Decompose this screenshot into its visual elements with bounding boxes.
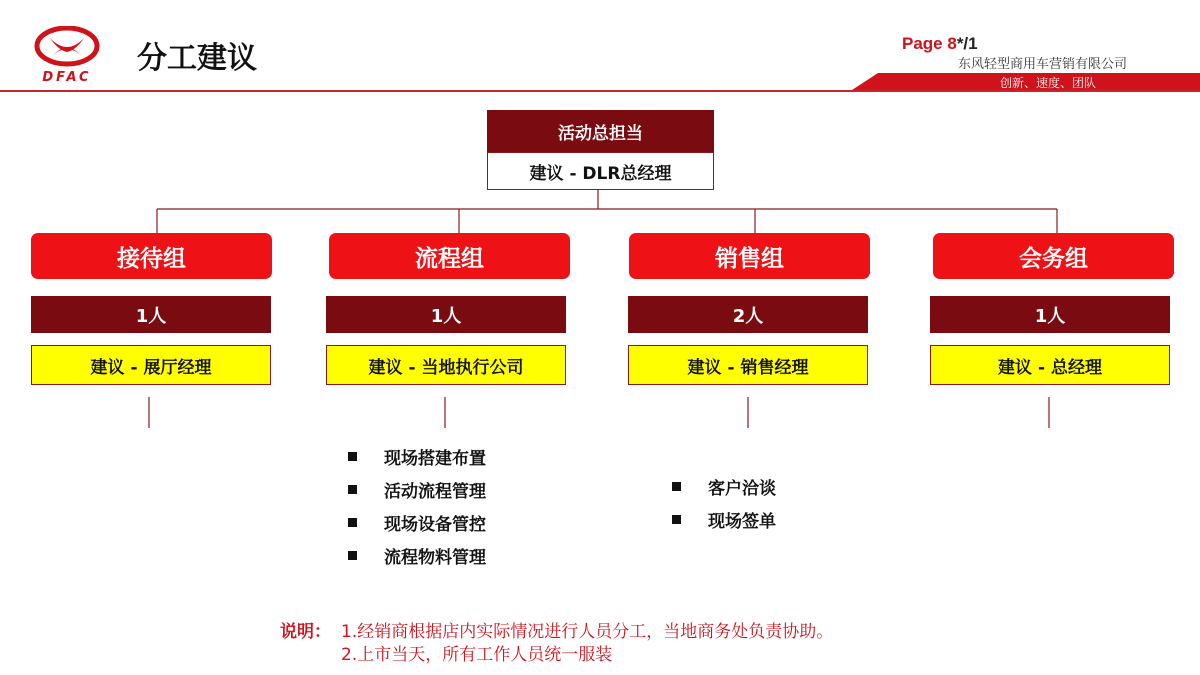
task-label: 流程物料管理 [384, 548, 486, 568]
list-item [348, 477, 486, 502]
list-item [348, 543, 486, 568]
task-label: 现场签单 [708, 512, 776, 532]
note-label: 说明： [280, 622, 331, 642]
page-title: 分工建议 [137, 41, 257, 76]
bullet-icon [672, 482, 681, 491]
company-name: 东风轻型商用车营销有限公司 [958, 57, 1128, 72]
group-sales-count: 2人 [628, 296, 868, 333]
note-line-2: 2.上市当天，所有工作人员统一服装 [341, 645, 613, 665]
page-label: Page 8 [902, 34, 957, 53]
bullet-icon [348, 452, 357, 461]
task-label: 现场搭建布置 [384, 449, 486, 469]
group-process-suggestion: 建议 - 当地执行公司 [326, 345, 566, 385]
logo-text: DFAC [42, 70, 92, 85]
note-line-1: 1.经销商根据店内实际情况进行人员分工，当地商务处负责协助。 [341, 622, 834, 642]
bullet-icon [348, 518, 357, 527]
group-sales-suggestion: 建议 - 销售经理 [628, 345, 868, 385]
group-process-count: 1人 [326, 296, 566, 333]
group-reception-count: 1人 [31, 296, 271, 333]
group-reception-title: 接待组 [31, 233, 272, 279]
group-reception-suggestion: 建议 - 展厅经理 [31, 345, 271, 385]
page-tail: */1 [956, 34, 978, 53]
bullet-icon [348, 551, 357, 560]
top-lead-title: 活动总担当 [487, 110, 714, 152]
group-process-title: 流程组 [329, 233, 570, 279]
list-item [672, 474, 776, 499]
task-label: 活动流程管理 [384, 482, 486, 502]
list-item [348, 510, 486, 535]
group-sales-title: 销售组 [629, 233, 870, 279]
list-item [672, 507, 776, 532]
slogan: 创新、速度、团队 [1000, 76, 1097, 90]
bullet-icon [672, 515, 681, 524]
task-label: 客户洽谈 [708, 479, 776, 499]
group-conference-title: 会务组 [933, 233, 1174, 279]
bullet-icon [348, 485, 357, 494]
group-conference-count: 1人 [930, 296, 1170, 333]
top-lead-suggestion: 建议 - DLR总经理 [487, 152, 714, 190]
task-label: 现场设备管控 [384, 515, 486, 535]
list-item [348, 444, 486, 469]
group-conference-suggestion: 建议 - 总经理 [930, 345, 1170, 385]
